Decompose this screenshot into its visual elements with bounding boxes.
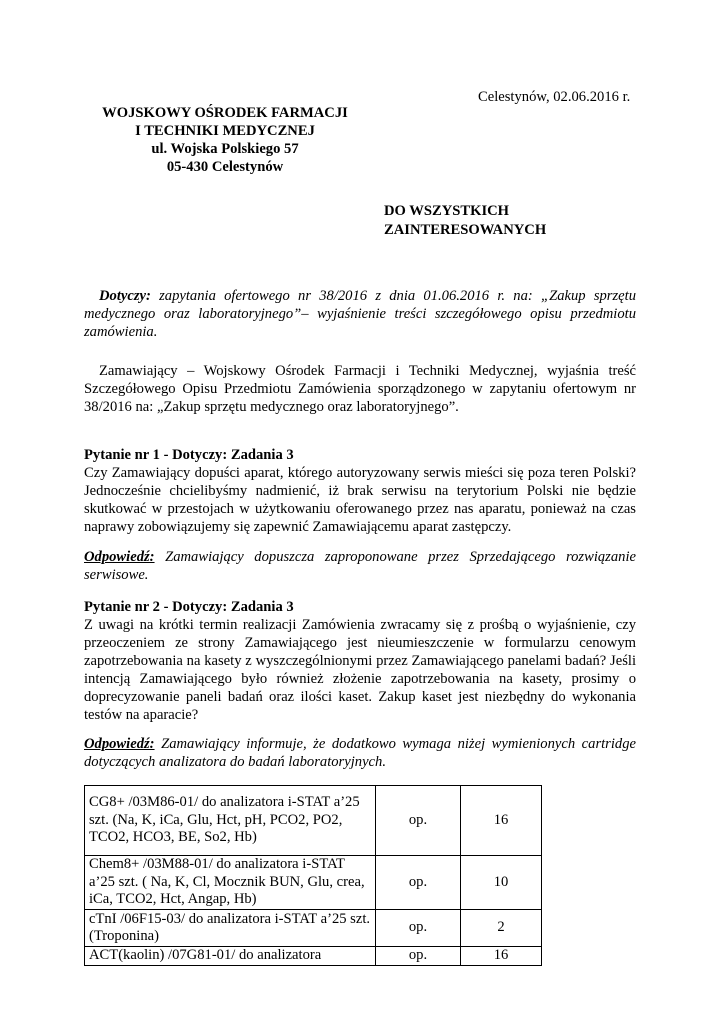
answer-1 [84,548,636,584]
question-1 [84,446,636,536]
intro-paragraph: Zamawiający – Wojskowy Ośrodek Farmacji i Techniki Medycznej, wyjaśnia treść Szczegółowego Opisu Przedmiotu Zamówienia sporządzonego w zapytaniu ofertowym nr 38/2016 na: „Zakup sprzętu medycznego oraz laboratoryjnego”. [84,363,636,415]
answer-label: Odpowiedź: [84,736,155,752]
answer-2 [84,735,636,771]
item-unit: op. [376,910,461,947]
answer-label: Odpowiedź: [84,549,155,565]
subject-text: zapytania ofertowego nr 38/2016 z dnia 01.06.2016 r. na: „Zakup sprzętu medycznego oraz laboratoryjnego”– wyjaśnienie treści szczegółowego opisu przedmiotu zamówienia. [84,288,636,340]
item-quantity: 10 [461,856,542,910]
question-2 [84,598,636,724]
question-text: Czy Zamawiający dopuści aparat, którego autoryzowany serwis mieści się poza teren Polski? Jednocześnie chcielibyśmy nadmienić, iż brak serwisu na terytorium Polski nie będzie skutkować w przestojach w użytkowaniu oferowanego przez nas aparatu, ponieważ na czas naprawy zobowiązujemy się zapewnić Zamawiającemu aparat zastępczy. [84,465,636,535]
item-unit: op. [376,786,461,856]
item-description: ACT(kaolin) /07G81-01/ do analizatora [85,947,376,966]
item-description: CG8+ /03M86-01/ do analizatora i-STAT a’25 szt. (Na, K, iCa, Glu, Hct, pH, PCO2, PO2, TCO2, HCO3, BE, So2, Hb) [85,786,376,856]
item-quantity: 2 [461,910,542,947]
item-description: Chem8+ /03M88-01/ do analizatora i-STAT a’25 szt. ( Na, K, Cl, Mocznik BUN, Glu, crea, iCa, TCO2, Hct, Angap, Hb) [85,856,376,910]
place-date: Celestynów, 02.06.2016 r. [478,89,631,105]
question-heading: Pytanie nr 2 - Dotyczy: Zadania 3 [84,599,294,615]
sender-line: 05-430 Celestynów [166,159,284,175]
answer-text: Zamawiający informuje, że dodatkowo wymaga niżej wymienionych cartridge dotyczących analizatora do badań laboratoryjnych. [84,736,636,770]
table-row [85,910,542,947]
question-text: Z uwagi na krótki termin realizacji Zamówienia zwracamy się z prośbą o wyjaśnienie, czy przeoczeniem ze strony Zamawiającego jest nieumieszczenie w formularzu cenowym zapotrzebowania na kasety z wyszczególnionymi przez Zamawiającego panelami badań? Jeśli intencją Zamawiającego było również złożenie zapotrzebowania na kasety, prosimy o doprecyzowanie paneli badań oraz ilości kaset. Zakup kaset jest niezbędny do wykonania testów na aparacie? [84,617,636,723]
recipient-line: DO WSZYSTKICH [384,203,510,219]
item-quantity: 16 [461,947,542,966]
sender-line: WOJSKOWY OŚRODEK FARMACJI [102,105,348,121]
question-heading: Pytanie nr 1 - Dotyczy: Zadania 3 [84,447,294,463]
subject-paragraph [84,287,636,341]
table-row [85,947,542,966]
sender-address [86,104,364,176]
item-quantity: 16 [461,786,542,856]
item-unit: op. [376,947,461,966]
item-description: cTnI /06F15-03/ do analizatora i-STAT a’25 szt. (Troponina) [85,910,376,947]
table-row [85,786,542,856]
subject-label: Dotyczy: [99,288,151,304]
item-unit: op. [376,856,461,910]
recipient [384,202,546,239]
sender-line: I TECHNIKI MEDYCZNEJ [135,123,315,139]
sender-line: ul. Wojska Polskiego 57 [151,141,299,157]
answer-text: Zamawiający dopuszcza zaproponowane przez Sprzedającego rozwiązanie serwisowe. [84,549,636,583]
table-row [85,856,542,910]
recipient-line: ZAINTERESOWANYCH [384,221,547,238]
items-table [84,785,542,966]
